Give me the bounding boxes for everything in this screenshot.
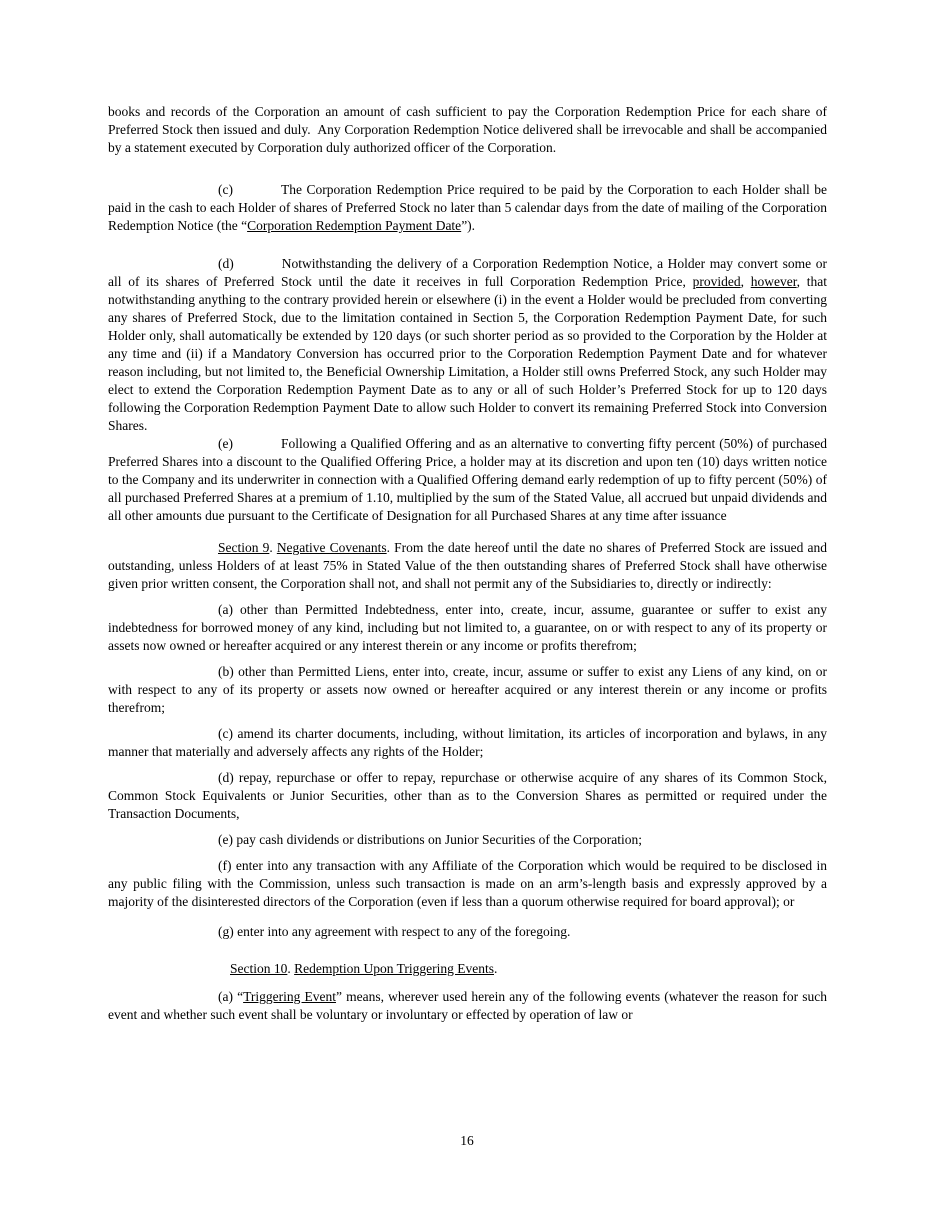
underlined-text: provided [692, 274, 741, 289]
para-intro-continuation: books and records of the Corporation an amount of cash sufficient to pay the Corporation Redemption Price for each share of Preferred Stock then issued and duly. Any Corporation Redemption Notice delivered shall be irrevocable and shall be accompanied by a statement executed by Corporation duly authorized officer of the Corporation. [108, 104, 827, 155]
section-9-negative-covenants: Section 9. Negative Covenants. From the date hereof until the date no shares of Preferred Stock are issued and outstanding, unless Holders of at least 75% in Stated Value of the then outstanding shares of Preferred Stock shall have otherwise given prior written consent, the Corporation shall not, and shall not permit any of the Subsidiaries to, directly or indirectly: [108, 540, 827, 591]
covenant-a-permitted-indebtedness: (a) other than Permitted Indebtedness, enter into, create, incur, assume, guarantee or suffer to exist any indebtedness for borrowed money of any kind, including but not limited to, a guarantee, on or with respect to any of its property or assets now owned or hereafter acquired or any interest therein or any income or profits therefrom; [108, 602, 827, 653]
covenant-g-agreement-foregoing: (g) enter into any agreement with respect to any of the foregoing. [218, 924, 571, 939]
underlined-text: Section 9 [218, 540, 270, 555]
underlined-text: Section 10 [230, 961, 288, 976]
underlined-text: Negative Covenants [276, 540, 387, 555]
covenant-c-amend-charter: (c) amend its charter documents, including, without limitation, its articles of incorporation and bylaws, in any manner that materially and adversely affects any rights of the Holder; [108, 726, 827, 759]
covenant-f-affiliate-transaction: (f) enter into any transaction with any Affiliate of the Corporation which would be required to be disclosed in any public filing with the Commission, unless such transaction is made on an arm’s-length basis and expressly approved by a majority of the disinterested directors of the Corporation (even if less than a quorum otherwise required for board approval); or [108, 858, 827, 909]
para-a-triggering-event-definition: (a) “Triggering Event” means, wherever used herein any of the following events (whatever the reason for such event and whether such event shall be voluntary or involuntary or effected by operation of law or [108, 989, 827, 1022]
section-10-redemption-triggering-events: Section 10. Redemption Upon Triggering Events. [230, 961, 498, 976]
underlined-text: however [750, 274, 797, 289]
underlined-text: Corporation Redemption Payment Date [247, 218, 462, 233]
underlined-text: Redemption Upon Triggering Events [294, 961, 494, 976]
para-e-qualified-offering: (e) Following a Qualified Offering and as an alternative to converting fifty percent (50%) of purchased Preferred Shares into a discount to the Qualified Offering Price, a holder may at its discretion and upon ten (10) days written notice to the Company and its underwriter in connection with a Qualified Offering demand early redemption of up to fifty percent (50%) of all purchased Preferred Shares at a premium of 1.10, multiplied by the sum of the Stated Value, all accrued but unpaid dividends and all other amounts due pursuant to the Certificate of Designation for all Purchased Shares at any time after issuance [108, 436, 827, 523]
covenant-e-cash-dividends: (e) pay cash dividends or distributions on Junior Securities of the Corporation; [218, 832, 643, 847]
covenant-d-repay-repurchase: (d) repay, repurchase or offer to repay, repurchase or otherwise acquire of any shares of its Common Stock, Common Stock Equivalents or Junior Securities, other than as to the Conversion Shares as permitted or required under the Transaction Documents, [108, 770, 827, 821]
para-d-notwithstanding-delivery: (d) Notwithstanding the delivery of a Corporation Redemption Notice, a Holder may convert some or all of its shares of Preferred Stock until the date it receives in full Corporation Redemption Price, provided, however, that notwithstanding anything to the contrary provided herein or elsewhere (i) in the event a Holder would be precluded from converting any shares of Preferred Stock, due to the limitation contained in Section 5, the Corporation Redemption Payment Date, for such Holder only, shall automatically be extended by 120 days (or such shorter period as so provided to the Corporation by the Holder at any time and (ii) if a Mandatory Conversion has occurred prior to the Corporation Redemption Payment Date and for whatever reason including, but not limited to, the Beneficial Ownership Limitation, a Holder still owns Preferred Stock, any such Holder may elect to extend the Corporation Redemption Payment Date as to any or all of such Holder’s Preferred Stock for up to 120 days following the Corporation Redemption Payment Date to allow such Holder to convert its remaining Preferred Stock into Conversion Shares. [108, 256, 828, 433]
page-number: 16 [460, 1133, 474, 1148]
page-content [108, 103, 827, 1024]
underlined-text: Triggering Event [243, 989, 337, 1004]
para-c-corporation-redemption-price: (c) The Corporation Redemption Price required to be paid by the Corporation to each Holder shall be paid in the cash to each Holder of shares of Preferred Stock no later than 5 calendar days from the date of mailing of the Corporation Redemption Notice (the “Corporation Redemption Payment Date”). [108, 182, 827, 233]
covenant-b-permitted-liens: (b) other than Permitted Liens, enter into, create, incur, assume or suffer to exist any Liens of any kind, on or with respect to any of its property or assets now owned or hereafter acquired or any interest therein or any income or profits therefrom; [108, 664, 827, 715]
